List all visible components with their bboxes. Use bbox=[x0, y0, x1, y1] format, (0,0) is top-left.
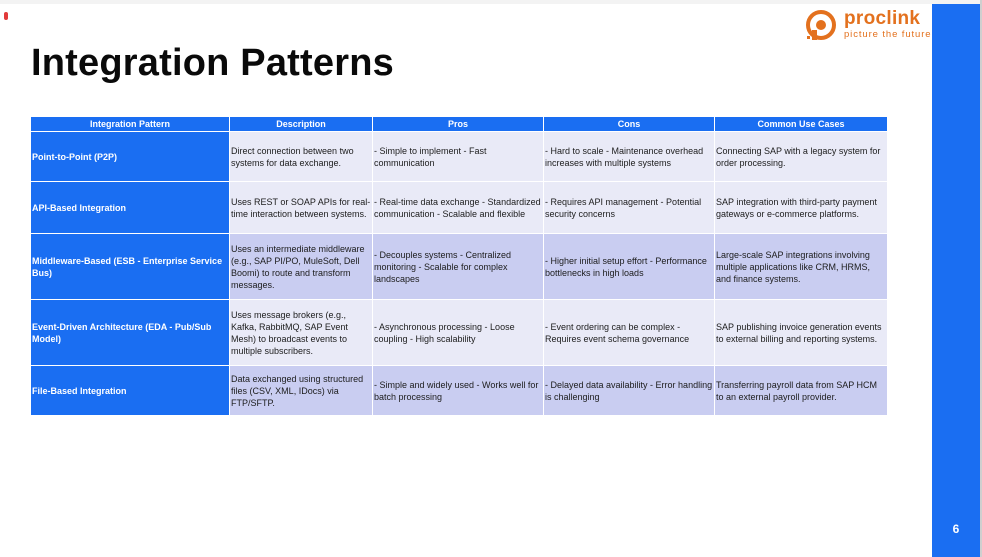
table-row bbox=[31, 182, 888, 234]
pattern-cell: API-Based Integration bbox=[31, 182, 230, 234]
pointer-marker bbox=[4, 12, 8, 20]
description-cell: Uses message brokers (e.g., Kafka, RabbitMQ, SAP Event Mesh) to broadcast events to multiple subscribers. bbox=[230, 300, 373, 366]
logo-tagline: picture the future bbox=[844, 29, 932, 40]
description-cell: Uses REST or SOAP APIs for real-time interaction between systems. bbox=[230, 182, 373, 234]
table-row bbox=[31, 300, 888, 366]
header-cons: Cons bbox=[544, 117, 715, 132]
header-common-use-cases: Common Use Cases bbox=[715, 117, 888, 132]
description-cell: Direct connection between two systems for data exchange. bbox=[230, 132, 373, 182]
description-cell: Uses an intermediate middleware (e.g., SAP PI/PO, MuleSoft, Dell Boomi) to route and transform messages. bbox=[230, 234, 373, 300]
integration-patterns-table bbox=[30, 116, 888, 416]
use-cases-cell: Large-scale SAP integrations involving multiple applications like CRM, HRMS, and finance systems. bbox=[715, 234, 888, 300]
pros-cell: - Simple and widely used - Works well for batch processing bbox=[373, 366, 544, 416]
use-cases-cell: Connecting SAP with a legacy system for order processing. bbox=[715, 132, 888, 182]
table-header-row bbox=[31, 117, 888, 132]
pros-cell: - Simple to implement - Fast communication bbox=[373, 132, 544, 182]
header-description: Description bbox=[230, 117, 373, 132]
slide-side-bar bbox=[932, 4, 980, 557]
table-row bbox=[31, 366, 888, 416]
pattern-cell: Middleware-Based (ESB - Enterprise Service Bus) bbox=[31, 234, 230, 300]
table-row bbox=[31, 132, 888, 182]
pattern-cell: File-Based Integration bbox=[31, 366, 230, 416]
logo-name: proclink bbox=[844, 8, 921, 29]
use-cases-cell: Transferring payroll data from SAP HCM to an external payroll provider. bbox=[715, 366, 888, 416]
pros-cell: - Asynchronous processing - Loose coupling - High scalability bbox=[373, 300, 544, 366]
cons-cell: - Delayed data availability - Error handling is challenging bbox=[544, 366, 715, 416]
use-cases-cell: SAP integration with third-party payment gateways or e-commerce platforms. bbox=[715, 182, 888, 234]
pattern-cell: Point-to-Point (P2P) bbox=[31, 132, 230, 182]
company-logo bbox=[804, 8, 932, 44]
description-cell: Data exchanged using structured files (CSV, XML, IDocs) via FTP/SFTP. bbox=[230, 366, 373, 416]
cons-cell: - Hard to scale - Maintenance overhead increases with multiple systems bbox=[544, 132, 715, 182]
cons-cell: - Higher initial setup effort - Performance bottlenecks in high loads bbox=[544, 234, 715, 300]
use-cases-cell: SAP publishing invoice generation events to external billing and reporting systems. bbox=[715, 300, 888, 366]
header-integration-pattern: Integration Pattern bbox=[31, 117, 230, 132]
pros-cell: - Decouples systems - Centralized monitoring - Scalable for complex landscapes bbox=[373, 234, 544, 300]
page-title: Integration Patterns bbox=[31, 42, 394, 84]
pattern-cell: Event-Driven Architecture (EDA - Pub/Sub Model) bbox=[31, 300, 230, 366]
proclink-logo-icon bbox=[804, 8, 840, 44]
header-pros: Pros bbox=[373, 117, 544, 132]
table-row bbox=[31, 234, 888, 300]
pros-cell: - Real-time data exchange - Standardized communication - Scalable and flexible bbox=[373, 182, 544, 234]
cons-cell: - Event ordering can be complex - Requires event schema governance bbox=[544, 300, 715, 366]
page-number: 6 bbox=[952, 522, 960, 536]
cons-cell: - Requires API management - Potential security concerns bbox=[544, 182, 715, 234]
